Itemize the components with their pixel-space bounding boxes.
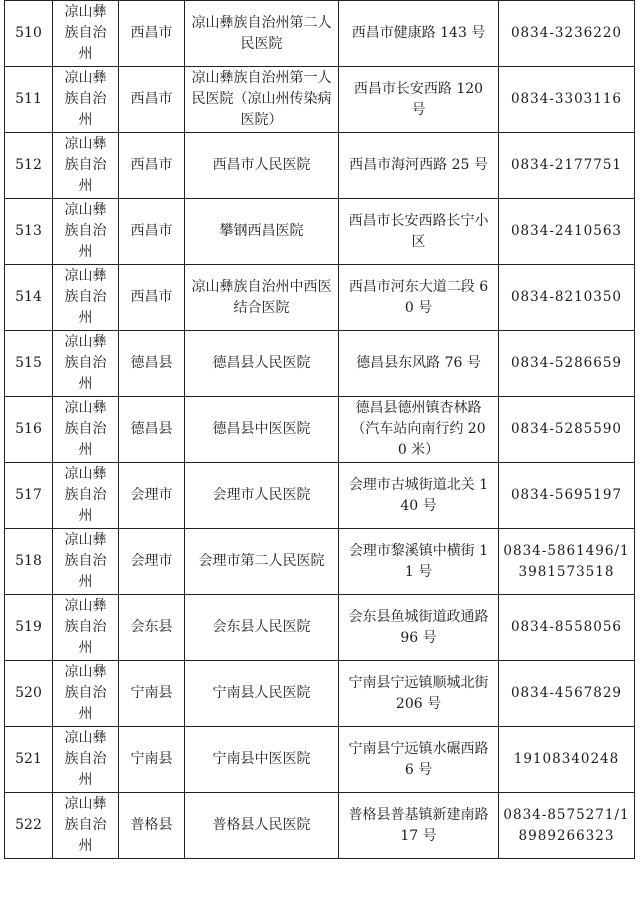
table-row [5, 793, 635, 859]
address-cell: 德昌县德州镇杏林路（汽车站向南行约 200 米） [339, 397, 499, 463]
table-row [5, 727, 635, 793]
hospital-name-cell: 攀钢西昌医院 [185, 199, 339, 265]
row-number: 515 [5, 331, 53, 397]
city-cell: 德昌县 [119, 331, 185, 397]
hospital-name-cell: 宁南县中医医院 [185, 727, 339, 793]
row-number: 517 [5, 463, 53, 529]
table-body [5, 1, 635, 859]
phone-cell: 19108340248 [499, 727, 635, 793]
phone-cell: 0834-8210350 [499, 265, 635, 331]
row-number: 514 [5, 265, 53, 331]
address-cell: 西昌市长安西路长宁小区 [339, 199, 499, 265]
hospital-name-cell: 凉山彝族自治州中西医结合医院 [185, 265, 339, 331]
city-cell: 西昌市 [119, 199, 185, 265]
phone-cell: 0834-5286659 [499, 331, 635, 397]
table-row [5, 661, 635, 727]
phone-cell: 0834-5285590 [499, 397, 635, 463]
hospital-table [4, 0, 635, 859]
address-cell: 宁南县宁远镇顺城北街 206 号 [339, 661, 499, 727]
address-cell: 普格县普基镇新建南路 17 号 [339, 793, 499, 859]
city-cell: 西昌市 [119, 67, 185, 133]
row-number: 511 [5, 67, 53, 133]
row-number: 518 [5, 529, 53, 595]
phone-cell: 0834-5861496/13981573518 [499, 529, 635, 595]
city-cell: 宁南县 [119, 661, 185, 727]
hospital-name-cell: 普格县人民医院 [185, 793, 339, 859]
row-number: 521 [5, 727, 53, 793]
table-row [5, 67, 635, 133]
region-cell: 凉山彝族自治州 [53, 529, 119, 595]
city-cell: 会东县 [119, 595, 185, 661]
hospital-name-cell: 德昌县人民医院 [185, 331, 339, 397]
hospital-name-cell: 德昌县中医医院 [185, 397, 339, 463]
table-row [5, 133, 635, 199]
table-row [5, 1, 635, 67]
city-cell: 会理市 [119, 529, 185, 595]
hospital-name-cell: 宁南县人民医院 [185, 661, 339, 727]
row-number: 520 [5, 661, 53, 727]
phone-cell: 0834-3303116 [499, 67, 635, 133]
city-cell: 德昌县 [119, 397, 185, 463]
row-number: 519 [5, 595, 53, 661]
region-cell: 凉山彝族自治州 [53, 265, 119, 331]
hospital-name-cell: 凉山彝族自治州第一人民医院（凉山州传染病医院） [185, 67, 339, 133]
hospital-name-cell: 会东县人民医院 [185, 595, 339, 661]
address-cell: 德昌县东风路 76 号 [339, 331, 499, 397]
phone-cell: 0834-4567829 [499, 661, 635, 727]
region-cell: 凉山彝族自治州 [53, 793, 119, 859]
address-cell: 西昌市长安西路 120 号 [339, 67, 499, 133]
address-cell: 会理市黎溪镇中横街 11 号 [339, 529, 499, 595]
region-cell: 凉山彝族自治州 [53, 331, 119, 397]
phone-cell: 0834-3236220 [499, 1, 635, 67]
address-cell: 西昌市河东大道二段 60 号 [339, 265, 499, 331]
address-cell: 宁南县宁远镇水碾西路 6 号 [339, 727, 499, 793]
phone-cell: 0834-5695197 [499, 463, 635, 529]
city-cell: 普格县 [119, 793, 185, 859]
region-cell: 凉山彝族自治州 [53, 463, 119, 529]
region-cell: 凉山彝族自治州 [53, 397, 119, 463]
address-cell: 西昌市海河西路 25 号 [339, 133, 499, 199]
city-cell: 会理市 [119, 463, 185, 529]
city-cell: 西昌市 [119, 265, 185, 331]
table-row [5, 595, 635, 661]
region-cell: 凉山彝族自治州 [53, 661, 119, 727]
region-cell: 凉山彝族自治州 [53, 1, 119, 67]
address-cell: 会理市古城街道北关 140 号 [339, 463, 499, 529]
address-cell: 西昌市健康路 143 号 [339, 1, 499, 67]
region-cell: 凉山彝族自治州 [53, 199, 119, 265]
table-row [5, 529, 635, 595]
phone-cell: 0834-8558056 [499, 595, 635, 661]
table-row [5, 331, 635, 397]
table-row [5, 265, 635, 331]
table-row [5, 463, 635, 529]
region-cell: 凉山彝族自治州 [53, 595, 119, 661]
row-number: 510 [5, 1, 53, 67]
hospital-name-cell: 凉山彝族自治州第二人民医院 [185, 1, 339, 67]
address-cell: 会东县鱼城街道政通路 96 号 [339, 595, 499, 661]
hospital-name-cell: 会理市人民医院 [185, 463, 339, 529]
row-number: 512 [5, 133, 53, 199]
phone-cell: 0834-8575271/18989266323 [499, 793, 635, 859]
hospital-name-cell: 会理市第二人民医院 [185, 529, 339, 595]
city-cell: 宁南县 [119, 727, 185, 793]
region-cell: 凉山彝族自治州 [53, 727, 119, 793]
row-number: 513 [5, 199, 53, 265]
region-cell: 凉山彝族自治州 [53, 67, 119, 133]
phone-cell: 0834-2177751 [499, 133, 635, 199]
hospital-name-cell: 西昌市人民医院 [185, 133, 339, 199]
row-number: 522 [5, 793, 53, 859]
row-number: 516 [5, 397, 53, 463]
city-cell: 西昌市 [119, 133, 185, 199]
table-row [5, 397, 635, 463]
phone-cell: 0834-2410563 [499, 199, 635, 265]
city-cell: 西昌市 [119, 1, 185, 67]
region-cell: 凉山彝族自治州 [53, 133, 119, 199]
table-row [5, 199, 635, 265]
